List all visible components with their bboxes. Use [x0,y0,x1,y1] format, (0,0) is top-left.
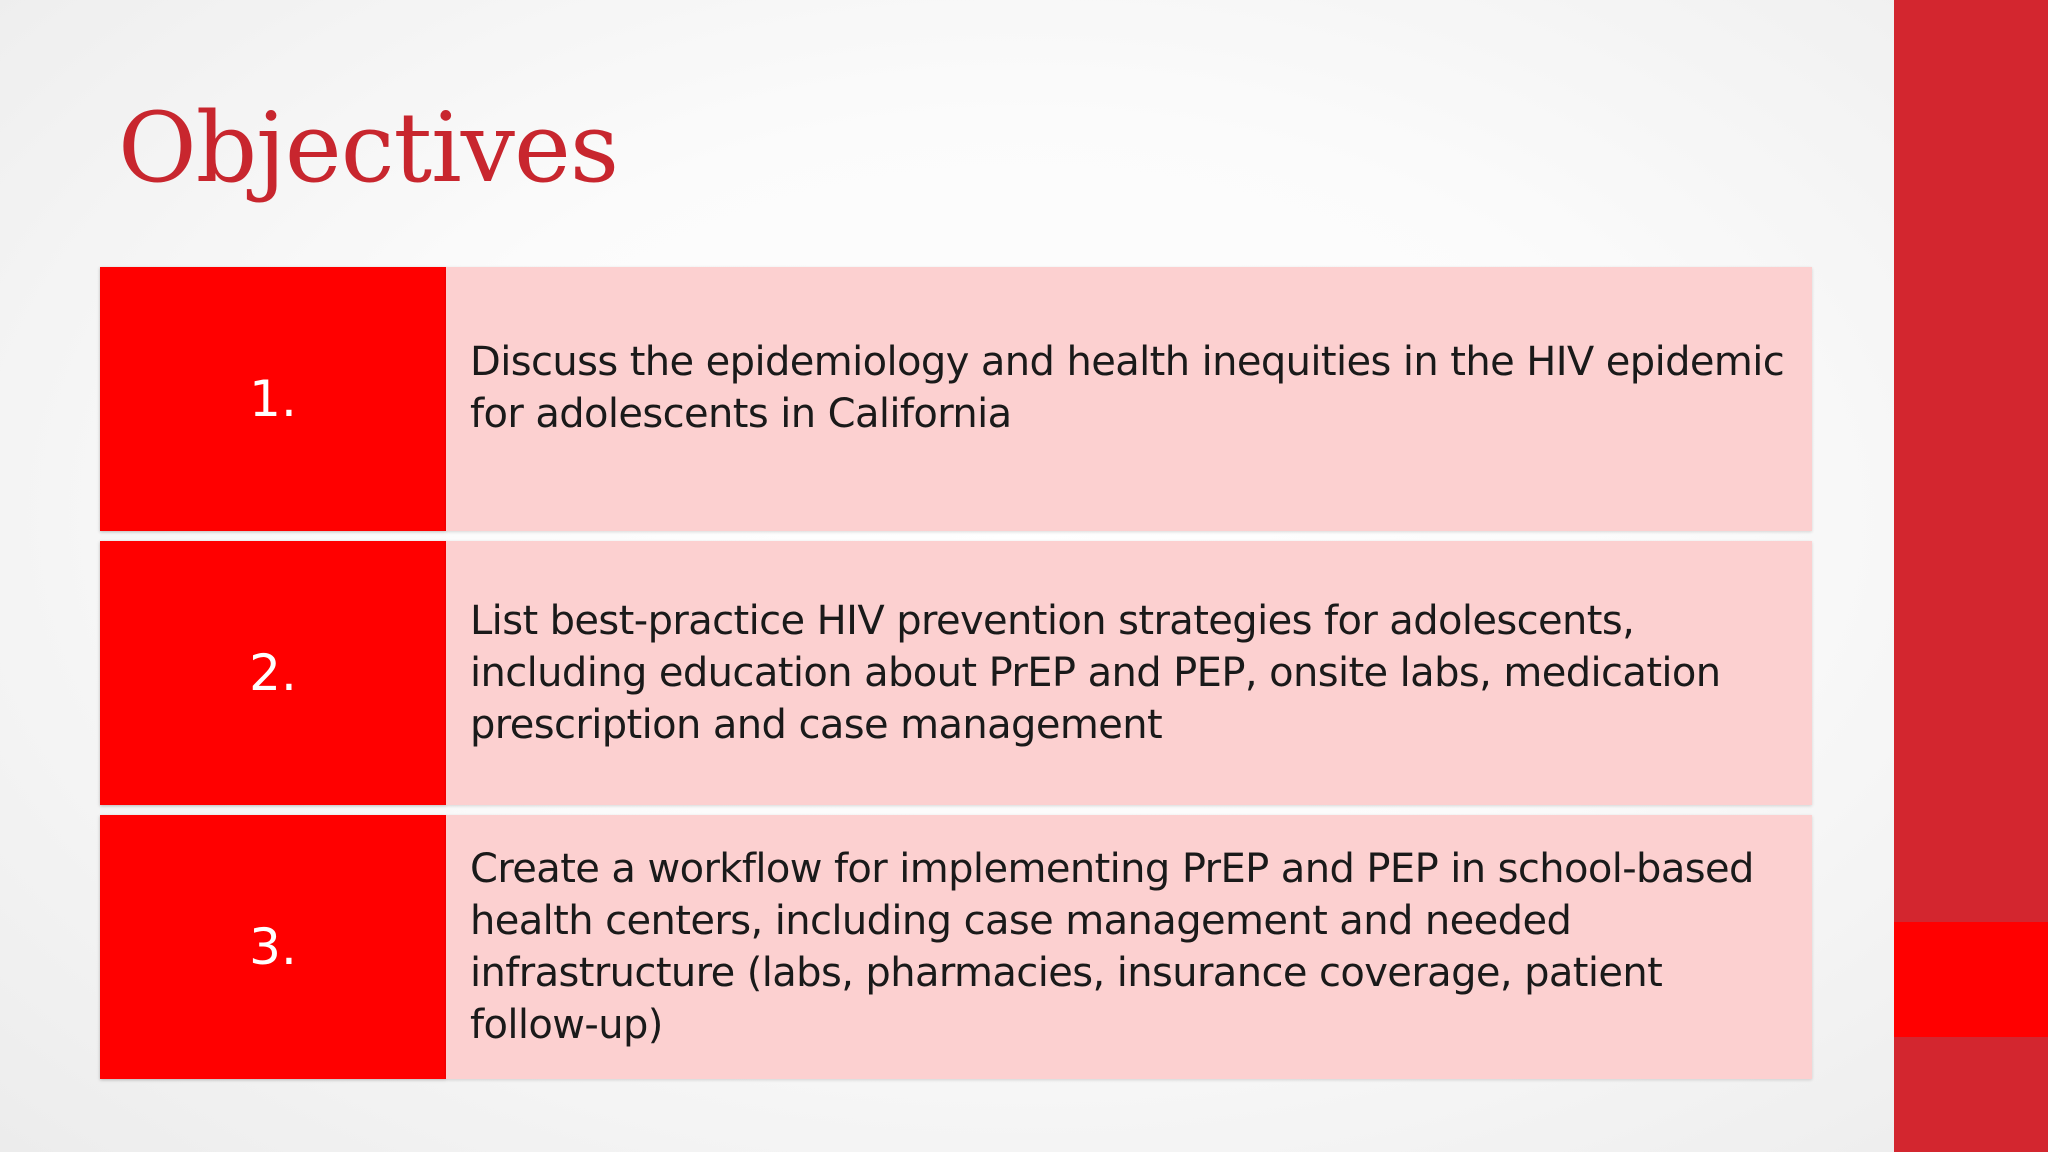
objective-number: 3. [249,918,297,976]
objective-text-box [446,267,1812,531]
objective-item-2 [100,541,1812,805]
objective-item-3 [100,815,1812,1079]
objective-text: Create a workflow for implementing PrEP and PEP in school-based health centers, including case management and needed infrastructure (labs, pharmacies, insurance coverage, patient follow-up) [470,846,1754,1048]
side-decoration-accent [1894,922,2048,1037]
objective-number: 1. [249,370,297,428]
objective-number-box [100,815,446,1079]
objective-item-1 [100,267,1812,531]
objective-text-box [446,541,1812,805]
objective-number-box [100,267,446,531]
objective-number-box [100,541,446,805]
objective-text: Discuss the epidemiology and health inequities in the HIV epidemic for adolescents in California [470,339,1785,437]
objective-text-box [446,815,1812,1079]
slide-title: Objectives [118,92,619,204]
objective-number: 2. [249,644,297,702]
objective-text: List best-practice HIV prevention strategies for adolescents, including education about PrEP and PEP, onsite labs, medication prescription and case management [470,598,1721,748]
